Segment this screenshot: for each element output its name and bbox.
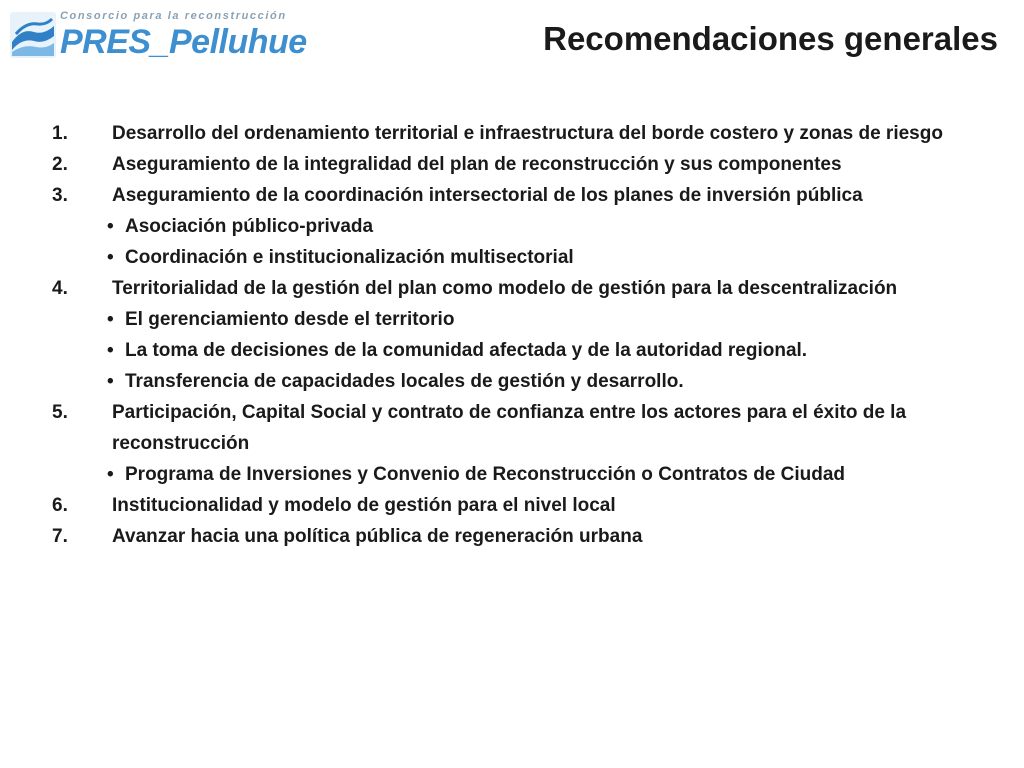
list-item [52,149,972,180]
page-title: Recomendaciones generales [543,20,998,57]
logo [10,8,307,62]
list-item-number: 2. [52,154,68,175]
list-item-text: Territorialidad de la gestión del plan como modelo de gestión para la descentralización [112,278,898,299]
sub-bullet-text: Programa de Inversiones y Convenio de Reconstrucción o Contratos de Ciudad [125,464,846,485]
list-item-text: Aseguramiento de la coordinación intersectorial de los planes de inversión pública [112,185,863,206]
list-item-text: Desarrollo del ordenamiento territorial e infraestructura del borde costero y zonas de riesgo [112,123,943,144]
logo-tagline: Consorcio para la reconstrucción [60,10,287,22]
list-item [52,118,972,149]
sub-bullet-text: Asociación público-privada [125,216,374,237]
bullet-icon: • [107,309,114,330]
bullet-icon: • [107,340,114,361]
sub-bullet-text: El gerenciamiento desde el territorio [125,309,455,330]
sub-bullet-item [52,366,972,397]
list-item [52,180,972,211]
list-item-text: Avanzar hacia una política pública de regeneración urbana [112,526,643,547]
list-item-number: 6. [52,495,68,516]
sub-bullet-item [52,459,972,490]
recommendations-list [52,118,972,552]
sub-bullet-text: Transferencia de capacidades locales de gestión y desarrollo. [125,371,684,392]
logo-name: PRES_Pelluhue [60,23,307,61]
sub-bullet-text: La toma de decisiones de la comunidad afectada y de la autoridad regional. [125,340,808,361]
bullet-icon: • [107,371,114,392]
sub-bullet-text: Coordinación e institucionalización multisectorial [125,247,574,268]
list-item [52,490,972,521]
logo-wave-icon [10,12,56,58]
list-item-text: Aseguramiento de la integralidad del plan de reconstrucción y sus componentes [112,154,842,175]
list-item-text: Institucionalidad y modelo de gestión para el nivel local [112,495,616,516]
sub-bullet-item [52,211,972,242]
bullet-icon: • [107,216,114,237]
list-item-number: 3. [52,185,68,206]
list-item-number: 7. [52,526,68,547]
sub-bullet-item [52,304,972,335]
list-item-number: 5. [52,402,68,423]
bullet-icon: • [107,247,114,268]
list-item-text: Participación, Capital Social y contrato de confianza entre los actores para el éxito de la reconstrucción [112,402,907,454]
list-item-number: 4. [52,278,68,299]
sub-bullet-item [52,335,972,366]
list-item [52,273,972,304]
list-item-number: 1. [52,123,68,144]
sub-bullet-item [52,242,972,273]
list-item [52,397,972,459]
bullet-icon: • [107,464,114,485]
list-item [52,521,972,552]
